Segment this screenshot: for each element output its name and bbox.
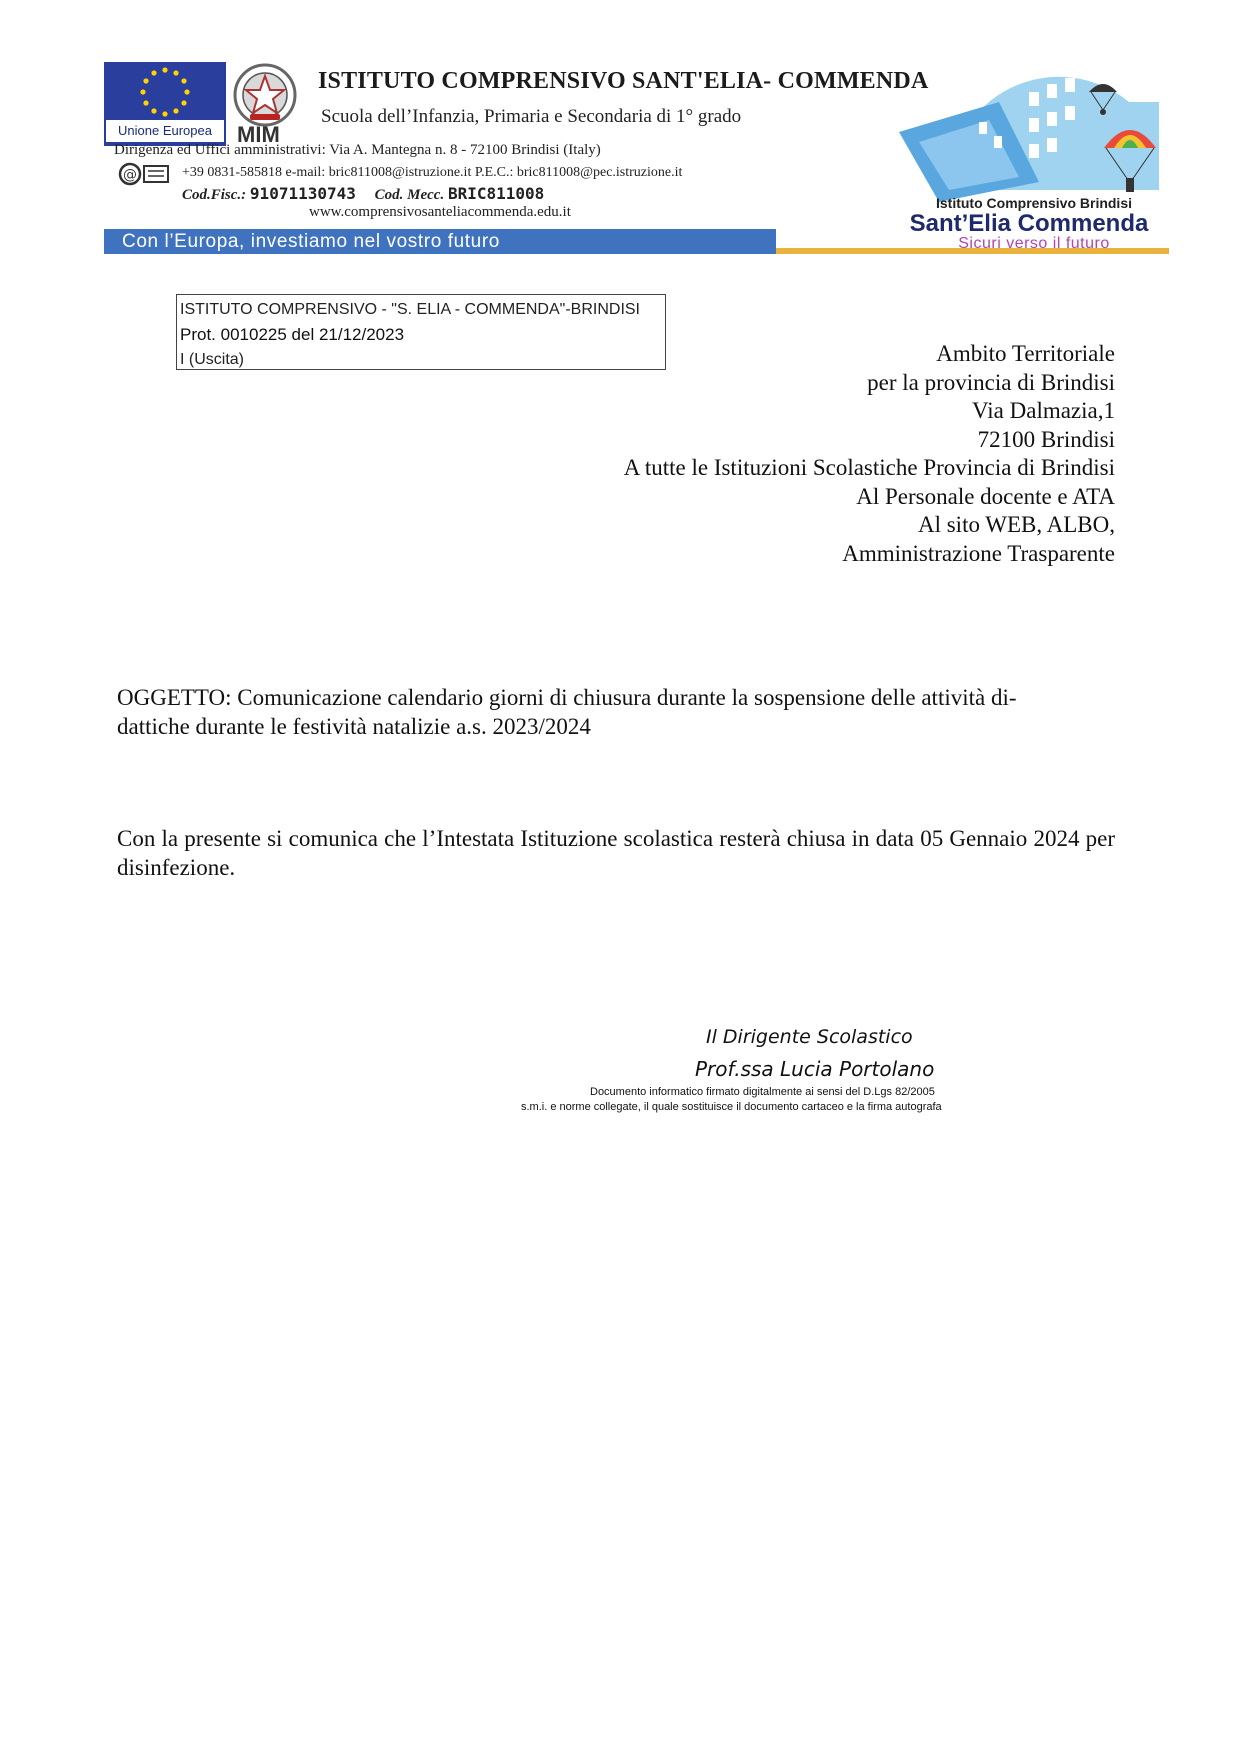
protocol-stamp — [176, 294, 666, 370]
logo-name: Sant’Elia Commenda — [909, 210, 1149, 237]
school-type: Scuola dell’Infanzia, Primaria e Secondaria di 1° grado — [321, 106, 742, 127]
logo-subtitle: Istituto Comprensivo Brindisi — [935, 195, 1132, 211]
eu-flag-icon — [104, 62, 226, 146]
cod-mecc-label: Cod. Mecc. — [374, 187, 445, 203]
cod-fisc-label: Cod.Fisc.: — [182, 187, 247, 203]
logo-motto: Sicuri verso il futuro — [958, 235, 1110, 252]
subject-line: dattiche durante le festività natalizie a.s. 2023/2024 — [117, 714, 591, 739]
fiscal-codes — [182, 184, 544, 204]
eu-label: Unione Europea — [106, 120, 224, 142]
school-address: Dirigenza ed Uffici amministrativi: Via A. Mantegna n. 8 - 72100 Brindisi (Italy) — [114, 142, 601, 158]
signature-role: Il Dirigente Scolastico — [706, 1026, 913, 1048]
recipient-line: Amministrazione Trasparente — [842, 540, 1115, 566]
digital-signature-note: Documento informatico firmato digitalmente ai sensi del D.Lgs 82/2005 — [590, 1086, 935, 1098]
subject-line: OGGETTO: Comunicazione calendario giorni di chiusura durante la sospensione delle attività di- — [117, 685, 1017, 710]
subject — [117, 683, 1117, 741]
recipient-line: Via Dalmazia,1 — [972, 398, 1115, 423]
ministry-label: MIM — [237, 122, 280, 147]
school-website: www.comprensivosanteliacommenda.edu.it — [309, 204, 571, 220]
contact-icon — [118, 162, 174, 186]
recipient-line: Al sito WEB, ALBO, — [917, 512, 1115, 537]
protocol-institute: ISTITUTO COMPRENSIVO - "S. ELIA - COMMENDA"-BRINDISI — [180, 301, 640, 318]
recipient-line: Al Personale docente e ATA — [856, 483, 1115, 509]
recipient-line: per la provincia di Brindisi — [867, 369, 1115, 395]
protocol-direction: I (Uscita) — [180, 351, 244, 368]
school-name: ISTITUTO COMPRENSIVO SANT'ELIA- COMMENDA — [318, 68, 929, 94]
signature-name: Prof.ssa Lucia Portolano — [695, 1057, 935, 1081]
recipients-block — [624, 340, 1115, 568]
recipient-line: Ambito Territoriale — [936, 341, 1115, 366]
eu-banner: Con l’Europa, investiamo nel vostro futuro — [104, 229, 776, 254]
cod-fisc-value: 91071130743 — [249, 184, 356, 203]
digital-signature-note: s.m.i. e norme collegate, il quale sostituisce il documento cartaceo e la firma autografa — [521, 1101, 942, 1113]
cod-mecc-value: BRIC811008 — [447, 184, 545, 203]
contact-line: +39 0831-585818 e-mail: bric811008@istruzione.it P.E.C.: bric811008@pec.istruzione.it — [182, 165, 683, 180]
protocol-number: Prot. 0010225 del 21/12/2023 — [180, 325, 405, 344]
letterhead — [104, 62, 1169, 254]
recipient-line: 72100 Brindisi — [977, 426, 1115, 452]
body-paragraph: Con la presente si comunica che l’Intestata Istituzione scolastica resterà chiusa in data 05 Gennaio 2024 per disinfezione. — [117, 826, 1115, 880]
recipient-line: A tutte le Istituzioni Scolastiche Provincia di Brindisi — [623, 455, 1115, 480]
italian-republic-emblem-icon — [232, 62, 298, 128]
svg-text:@: @ — [123, 167, 137, 183]
